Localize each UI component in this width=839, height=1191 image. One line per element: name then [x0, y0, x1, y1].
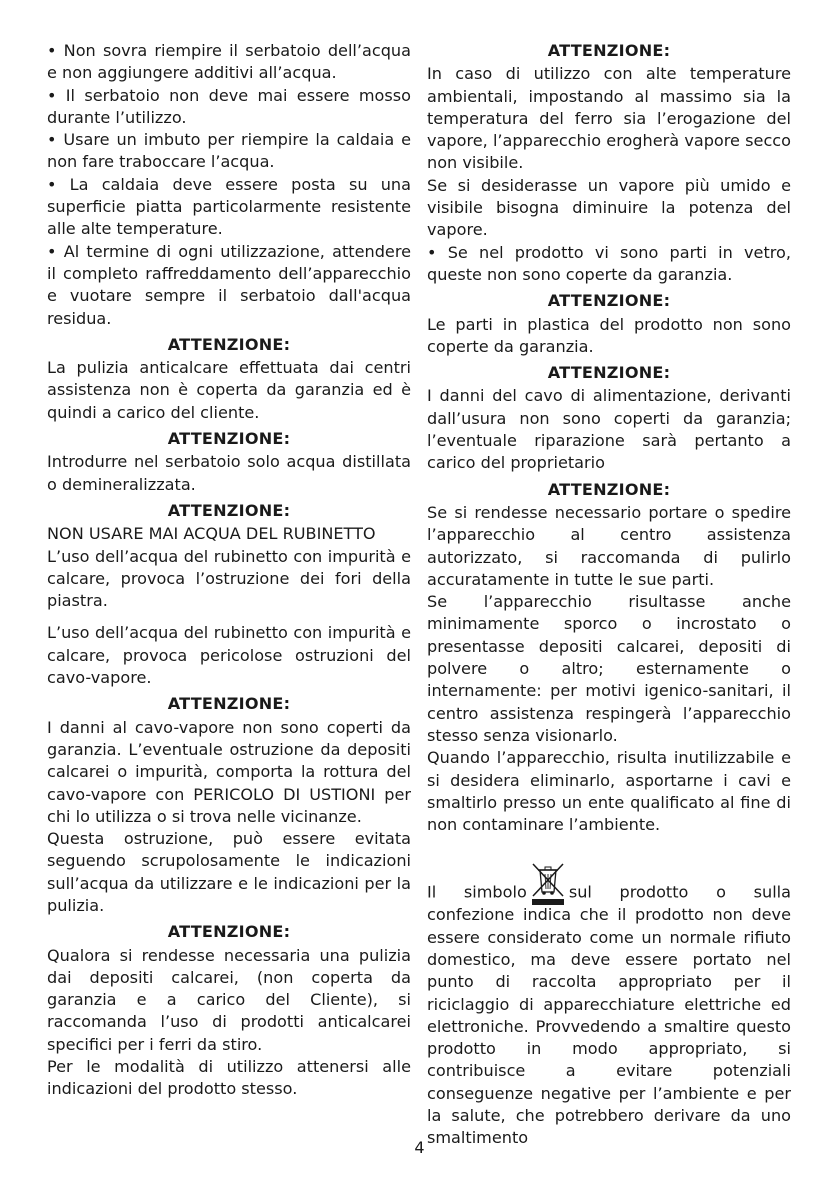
distilled-water-text: Introdurre nel serbatoio solo acqua distillata o demineralizzata.: [47, 452, 411, 494]
tap-water-hose-text: L’uso dell’acqua del rubinetto con impurità e calcare, provoca pericolose ostruzioni del cavo-vapore.: [47, 623, 411, 688]
humid-steam-text: Se si desiderasse un vapore più umido e visibile bisogna diminuire la potenza del vapore.: [427, 175, 791, 240]
attention-heading: ATTENZIONE:: [167, 922, 291, 942]
left-column: [47, 40, 411, 1101]
bullet-overfill: • Non sovra riempire il serbatoio dell’acqua e non aggiungere additivi all’acqua.: [47, 41, 411, 83]
bullet-flat-surface: • La caldaia deve essere posta su una superficie piatta particolarmente resistente alle alte temperature.: [47, 174, 411, 239]
attention-heading: ATTENZIONE:: [167, 334, 291, 354]
tap-water-plate-text: L’uso dell’acqua del rubinetto con impurità e calcare, provoca l’ostruzione dei fori della piastra.: [47, 546, 411, 611]
dirty-appliance-text: Se l’apparecchio risultasse anche minimamente sporco o incrostato o presentasse depositi calcarei, depositi di polvere o altro; esternamente o internamente: per motivi igenico-sanitari, il centro assistenza respingerà l’apparecchio stesso senza visionarlo.: [427, 592, 791, 745]
attention-heading: ATTENZIONE:: [547, 291, 671, 311]
attention-heading: ATTENZIONE:: [167, 500, 291, 520]
plastic-parts-text: Le parti in plastica del prodotto non sono coperte da garanzia.: [427, 314, 791, 356]
crossed-out-wheelie-bin-icon: [530, 862, 566, 906]
page-number: 4: [414, 1138, 425, 1157]
right-column: [427, 40, 791, 1150]
attention-heading: ATTENZIONE:: [547, 363, 671, 383]
no-tap-water-text: NON USARE MAI ACQUA DEL RUBINETTO: [47, 524, 376, 544]
weee-intro-text: Il simbolo: [427, 883, 527, 903]
bullet-tank-moving: • Il serbatoio non deve mai essere mosso durante l’utilizzo.: [47, 85, 411, 127]
descaling-products-text: Qualora si rendesse necessaria una pulizia dai depositi calcarei, (non coperta da garanzia e a carico del Cliente), si raccomanda l’uso di prodotti anticalcarei specifici per i ferri da stiro.: [47, 945, 411, 1054]
weee-explanation-text: sul prodotto o sulla confezione indica che il prodotto non deve essere considerato come un normale rifiuto domestico, ma deve essere portato nel punto di raccolta appropriato per il riciclaggio di apparecchiature elettriche ed elettroniche. Provvedendo a smaltire questo prodotto in modo appropriato, si contribuisce a evitare potenziali conseguenze negative per l’ambiente e per la salute, che potrebbero derivare da uno smaltimento: [427, 883, 791, 1148]
bullet-funnel: • Usare un imbuto per riempire la caldaia e non fare traboccare l’acqua.: [47, 130, 411, 172]
attention-heading: ATTENZIONE:: [167, 429, 291, 449]
obstruction-avoid-text: Questa ostruzione, può essere evitata seguendo scrupolosamente le indicazioni sull’acqua da utilizzare e le indicazioni per la pulizia.: [47, 829, 411, 915]
attention-heading: ATTENZIONE:: [167, 694, 291, 714]
product-instructions-text: Per le modalità di utilizzo attenersi alle indicazioni del prodotto stesso.: [47, 1057, 411, 1099]
service-center-text: Se si rendesse necessario portare o spedire l’apparecchio al centro assistenza autorizzato, si raccomanda di pulirlo accuratamente in tutte le sue parti.: [427, 502, 791, 589]
power-cord-text: I danni del cavo di alimentazione, derivanti dall’usura non sono coperti da garanzia; l’eventuale riparazione sarà pertanto a carico del proprietario: [427, 386, 791, 473]
bullet-cooldown: • Al termine di ogni utilizzazione, attendere il completo raffreddamento dell’apparecchio e vuotare sempre il serbatoio dall'acqua residua.: [47, 241, 411, 328]
dry-steam-text: In caso di utilizzo con alte temperature ambientali, impostando al massimo sia la temperatura del ferro sia l’erogazione del vapore, l’apparecchio erogherà vapore secco non visibile.: [427, 64, 791, 173]
weee-paragraph: [427, 860, 791, 1149]
disposal-text: Quando l’apparecchio, risulta inutilizzabile e si desidera eliminarlo, asportarne i cavi e smaltirlo presso un ente qualificato al fine di non contaminare l’ambiente.: [427, 748, 791, 835]
attention-heading: ATTENZIONE:: [547, 41, 671, 60]
steam-hose-damage-text: I danni al cavo-vapore non sono coperti da garanzia. L’eventuale ostruzione da depositi calcarei o impurità, comporta la rottura del cavo-vapore con PERICOLO DI USTIONI per chi lo utilizza o si trova nelle vicinanze.: [47, 717, 411, 826]
attention-heading: ATTENZIONE:: [547, 479, 671, 499]
descaling-warranty-text: La pulizia anticalcare effettuata dai centri assistenza non è coperta da garanzia ed è quindi a carico del cliente.: [47, 358, 411, 422]
glass-parts-text: • Se nel prodotto vi sono parti in vetro, queste non sono coperte da garanzia.: [427, 242, 791, 284]
